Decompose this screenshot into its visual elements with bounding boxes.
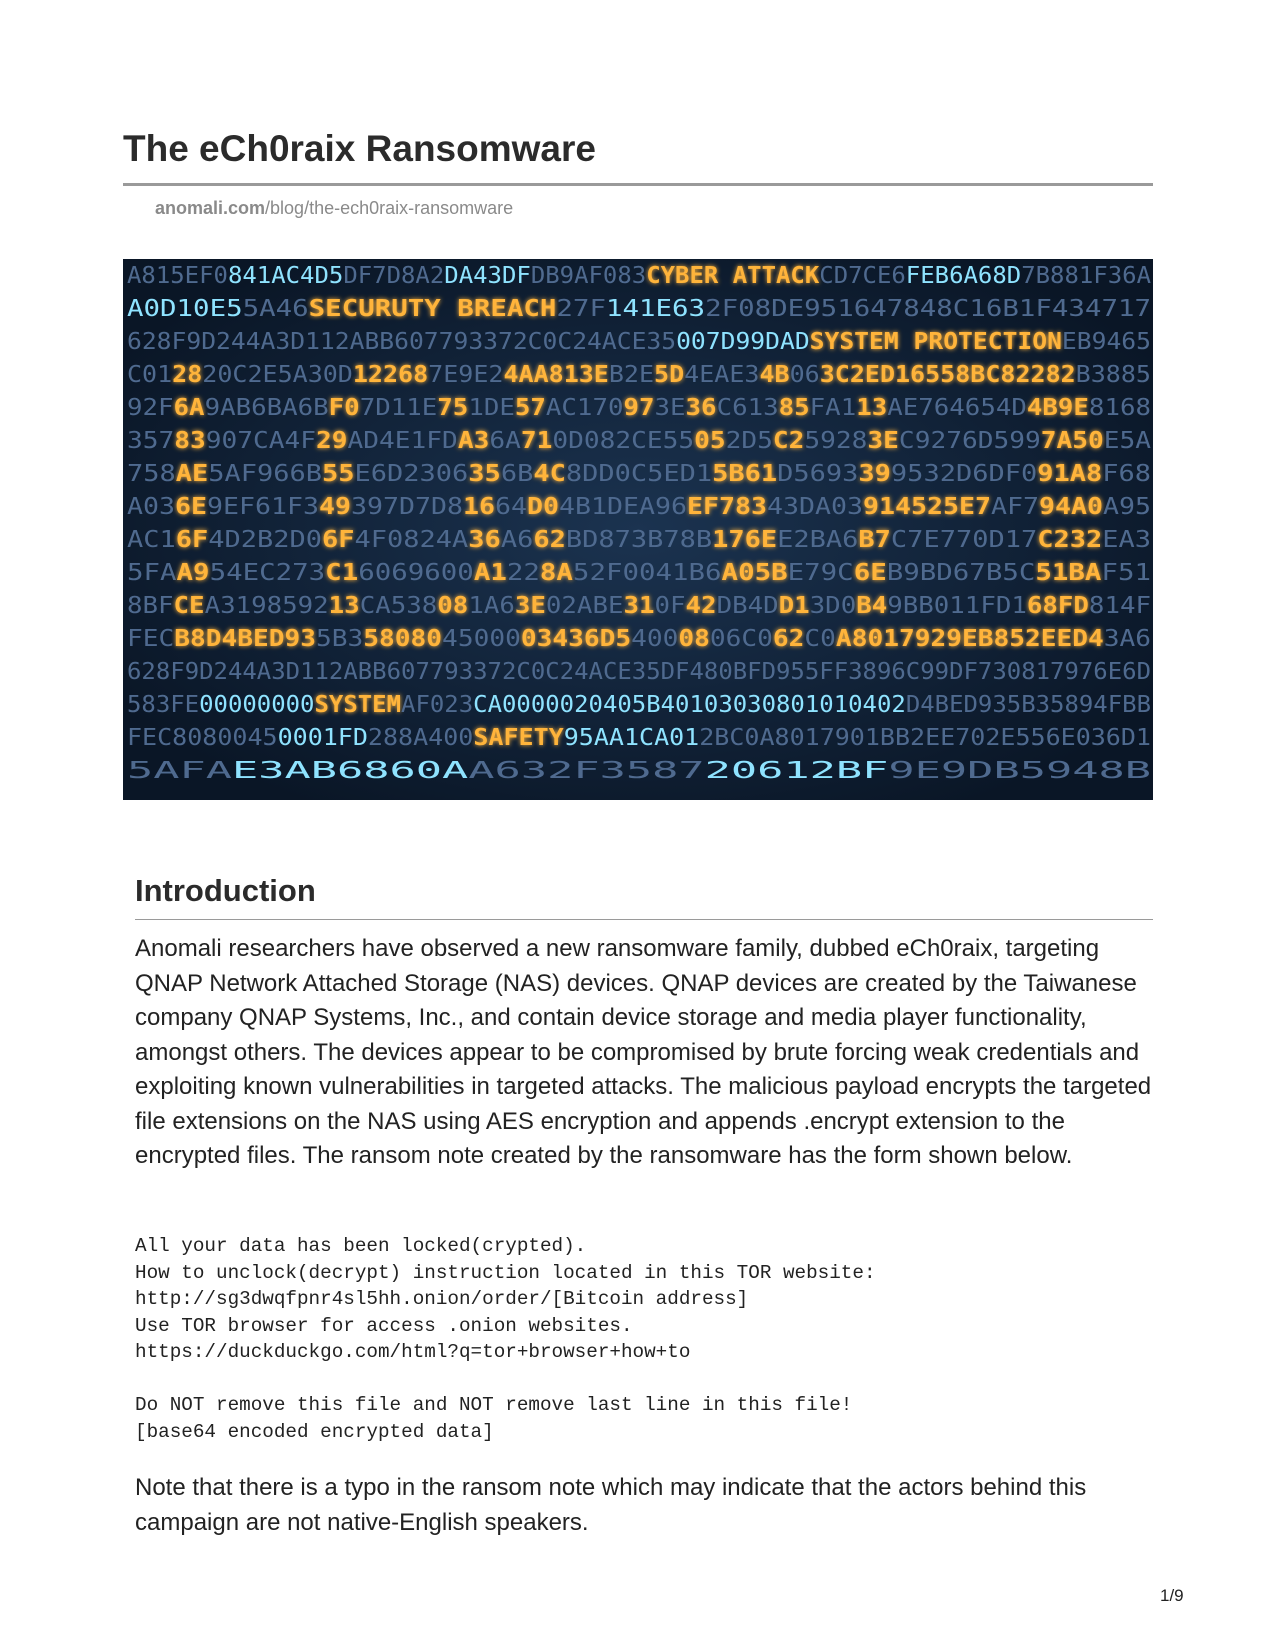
hex-segment-dim: D4BED935B35894FBB <box>905 692 1142 718</box>
hex-segment-orange: D1 <box>778 593 807 619</box>
hex-row <box>127 395 1151 421</box>
hex-segment-dim: 758 <box>127 461 169 487</box>
hex-segment-orange: B852EED4 <box>977 626 1089 652</box>
hex-segment-dim: 814F <box>1088 593 1145 619</box>
hex-segment-orange: 6F <box>322 527 350 553</box>
hex-segment-dim: 52F0041B6 <box>572 560 698 586</box>
hex-segment-orange: 31 <box>623 593 652 619</box>
hex-segment-dim: C0 <box>804 626 833 652</box>
hex-segment-dim: 27F <box>556 296 598 322</box>
hex-segment-dim: 4B1DEA96 <box>559 494 670 520</box>
hex-row <box>127 428 1151 454</box>
hex-segment-orange: 13 <box>856 395 884 421</box>
hex-segment-orange: B8D4BED93 <box>174 626 299 652</box>
hex-segment-orange: 71 <box>520 428 549 454</box>
hex-row <box>127 461 1151 487</box>
hex-segment-dim: 1A6 <box>468 593 510 619</box>
ransom-note-line: https://duckduckgo.com/html?q=tor+browser+how+to <box>135 1341 691 1363</box>
hex-row <box>127 692 1151 718</box>
ransom-note-line <box>135 1366 876 1393</box>
title-divider <box>123 183 1153 186</box>
hex-segment-orange: 05 <box>694 428 722 454</box>
ransom-note-line: http://sg3dwqfpnr4sl5hh.onion/order/[Bitcoin address] <box>135 1288 749 1310</box>
hex-segment-orange: B4 <box>856 593 884 619</box>
hex-segment-dim: CA538 <box>359 593 429 619</box>
hex-segment-cyan: 0001FD <box>277 725 361 751</box>
hex-segment-dim: 0F <box>654 593 683 619</box>
hex-segment-cyan: 007D99DAD <box>676 329 801 355</box>
hex-segment-dim: C7E770D17 <box>890 527 1016 553</box>
hex-segment-dim: 7976E6D <box>1050 659 1147 685</box>
hex-segment-dim: 8DD0C5ED1 <box>565 461 691 487</box>
hex-segment-dim: 9AB6BA6B <box>204 395 316 421</box>
hex-segment-dim: A632F3587 <box>468 758 593 784</box>
hex-segment-orange: SYSTEM <box>314 692 398 718</box>
hex-code-graphic <box>123 259 1153 800</box>
hex-segment-dim: 7D11E <box>359 395 429 421</box>
hex-row <box>127 758 1151 784</box>
hex-segment-dim: 2BC0A8017901BB2EE702 <box>699 725 977 751</box>
hex-row <box>127 494 1151 520</box>
hex-segment-orange: 03436D5 <box>520 626 618 652</box>
hex-segment-orange: A9 <box>176 560 205 586</box>
hex-segment-orange: 49 <box>318 494 347 520</box>
hex-segment-orange: 50 <box>1072 428 1100 454</box>
hex-segment-orange: 35 <box>468 461 497 487</box>
hex-segment-dim: 2D5 <box>725 428 768 454</box>
hex-segment-orange: FD <box>1057 593 1086 619</box>
hex-segment-dim: E79C <box>787 560 844 586</box>
hex-segment-dim: 5AFA <box>127 758 183 784</box>
hex-segment-dim: 8168 <box>1088 395 1145 421</box>
hex-segment-dim: 1DE <box>468 395 510 421</box>
ransom-note-line: [base64 encoded encrypted data] <box>135 1420 494 1443</box>
hex-segment-cyan: FEB6A68D <box>905 263 1017 289</box>
hex-segment-orange: 6A <box>173 395 202 421</box>
hex-row <box>127 263 1151 289</box>
hex-segment-cyan: 141E63 <box>605 296 690 322</box>
hex-segment-dim: 02ABE <box>545 593 616 619</box>
intro-paragraph: Anomali researchers have observed a new ransomware family, dubbed eCh0raix, targeting QNAP Network Attached Storage (NAS) devices. QNAP devices are created by the Taiwanese company QNAP Systems, Inc., and contain device storage and media player functionality, amongst others. The devices appear to be compromised by brute forcing weak credentials and exploiting known vulnerabilities in targeted attacks. The malicious payload encrypts the targeted file extensions on the NAS using AES encryption and appends .encrypt extension to the encrypted files. The ransom note created by the ransomware has the form shown below. <box>135 935 1152 1169</box>
hex-segment-dim: E6D2306 <box>354 461 452 487</box>
hex-segment-dim: B3885 <box>1075 362 1145 388</box>
ransom-note-line: How to unclock(decrypt) instruction located in this TOR website: <box>135 1261 876 1284</box>
hex-segment-orange: 36 <box>685 395 714 421</box>
hex-segment-dim: 9E9DB5948B <box>888 758 1027 784</box>
hex-segment-orange: 4B <box>759 362 788 388</box>
hex-segment-dim: A95 <box>1103 494 1145 520</box>
hex-segment-orange: 97 <box>623 395 652 421</box>
hex-segment-orange: C1 <box>325 560 353 586</box>
hex-segment-dim: 06 <box>789 362 818 388</box>
hex-segment-dim: EB9465 <box>1061 329 1146 355</box>
hex-segment-dim: E2BA6 <box>777 527 847 553</box>
hex-segment-dim: 5928 <box>804 428 860 454</box>
hex-segment-orange: 62 <box>533 527 562 553</box>
hex-segment-orange: A1 <box>473 560 502 586</box>
hex-segment-dim: AF7 <box>990 494 1033 520</box>
hex-segment-dim: AC170 <box>545 395 616 421</box>
hex-segment-dim: DF7D8A2 <box>343 263 441 289</box>
hex-segment-dim: FEC <box>127 626 169 652</box>
hex-segment-orange: 28 <box>172 362 200 388</box>
hex-segment-orange: A8017929E <box>835 626 961 652</box>
hex-row <box>127 593 1151 619</box>
hex-segment-dim: DB4D <box>716 593 772 619</box>
hex-segment-orange: CYBER ATTACK <box>646 263 813 289</box>
hex-segment-orange: 6E <box>853 560 882 586</box>
hex-segment-orange: 42 <box>685 593 714 619</box>
hex-segment-cyan: 00000000 <box>199 692 310 718</box>
page-title: The eCh0raix Ransomware <box>123 128 596 169</box>
hex-segment-cyan: A0D10E5 <box>127 296 224 322</box>
hex-segment-dim: 22 <box>506 560 535 586</box>
hex-segment-orange: A0 <box>721 560 750 586</box>
section-divider <box>135 919 1153 920</box>
hex-segment-dim: 4EAE3 <box>684 362 754 388</box>
hex-segment-dim: 45000 <box>442 626 512 652</box>
hex-segment-cyan: DA43DF <box>444 263 528 289</box>
source-path: /blog/the-ech0raix-ransomware <box>265 198 514 218</box>
hex-segment-orange: F0 <box>328 395 357 421</box>
hex-segment-orange: 08 <box>437 593 466 619</box>
hex-segment-dim: 7E9E2 <box>428 362 498 388</box>
hex-segment-dim: AE764654D <box>887 395 1012 421</box>
hex-segment-orange: 75 <box>437 395 466 421</box>
hex-segment-dim: 3A6 <box>1103 626 1146 652</box>
hex-segment-orange: BA <box>1068 560 1097 586</box>
hex-segment-orange: A3 <box>457 428 486 454</box>
hex-segment-dim: 6A <box>489 428 518 454</box>
hex-segment-dim: 5AF966B <box>208 461 306 487</box>
hex-segment-dim: A3198592 <box>204 593 316 619</box>
source-url[interactable] <box>155 198 513 219</box>
hex-segment-orange: 5B <box>754 560 783 586</box>
ransom-note-code-block <box>135 1233 876 1445</box>
hex-segment-cyan: 0801010402 <box>761 692 901 718</box>
hex-segment-dim: 4F0824A <box>354 527 452 553</box>
hex-segment-orange: 4C <box>533 461 562 487</box>
hex-segment-orange: 3E <box>514 593 543 619</box>
hex-segment-dim: 400 <box>631 626 673 652</box>
hex-segment-orange: 36 <box>468 527 497 553</box>
hex-segment-orange: SYSTEM PROTECTION <box>809 329 1046 355</box>
hex-segment-dim: 5B3 <box>316 626 358 652</box>
hex-segment-dim: 20C2E5A30D <box>202 362 341 388</box>
hex-row <box>127 560 1151 586</box>
hex-segment-orange: 13 <box>328 593 357 619</box>
hex-segment-dim: DB9AF083 <box>530 263 642 289</box>
hex-segment-dim: 3D0 <box>809 593 852 619</box>
hex-segment-orange: 914525E7 <box>863 494 974 520</box>
hex-segment-orange: A8 <box>1069 461 1098 487</box>
hex-segment-orange: D0 <box>527 494 555 520</box>
hex-segment-dim: A815EF0 <box>127 263 224 289</box>
hex-segment-dim: D5693 <box>777 461 847 487</box>
hex-segment-orange: 62 <box>772 626 801 652</box>
hex-segment-dim: 54EC273 <box>209 560 307 586</box>
ransom-note-line: Use TOR browser for access .onion websites. <box>135 1314 633 1337</box>
hex-segment-orange: C2 <box>1037 527 1065 553</box>
hex-segment-dim: AF023 <box>401 692 471 718</box>
hex-row <box>127 725 1151 751</box>
page-number: 1/9 <box>1160 1586 1184 1605</box>
hex-segment-dim: 628F9D244A3D112ABB607793372C0C24ACE35DF480BFD955FF3896C99DF73081 <box>127 659 1014 685</box>
hex-segment-dim: 5FA <box>127 560 169 586</box>
hex-segment-orange: 5B <box>712 461 740 487</box>
hex-segment-orange: 8A <box>539 560 568 586</box>
hex-segment-dim: 5A46 <box>242 296 299 322</box>
hex-segment-cyan: CA0000020405B4010303 <box>473 692 751 718</box>
hex-row <box>127 626 1151 652</box>
hex-segment-orange: 57 <box>514 395 543 421</box>
hex-segment-dim: 9532D6DF0 <box>890 461 1016 487</box>
ransom-note-line: Do NOT remove this file and NOT remove last line in this file! <box>135 1394 853 1416</box>
closing-paragraph: Note that there is a typo in the ransom note which may indicate that the actors behind this campaign are not native-English speakers. <box>135 1474 1087 1536</box>
hex-segment-dim: F68 <box>1102 461 1144 487</box>
hex-segment-dim: E5A <box>1103 428 1146 454</box>
hex-segment-dim: 357 <box>127 428 169 454</box>
hex-segment-dim: 9BB011FD1 <box>887 593 1012 619</box>
hex-segment-orange: 12268 <box>352 362 423 388</box>
hex-segment-orange: 5D <box>654 362 682 388</box>
hex-segment-cyan: 95AA1CA01 <box>563 725 689 751</box>
hex-segment-dim: 4D2B2D0 <box>208 527 306 553</box>
hex-segment-cyan: 20612BF <box>704 758 802 784</box>
hex-segment-dim: 64 <box>495 494 523 520</box>
hex-row <box>127 329 1151 355</box>
hex-segment-dim: B1F434717 <box>1002 296 1127 322</box>
hex-segment-orange: 94 <box>1038 494 1067 520</box>
hex-segment-orange: 3C2ED1655 <box>819 362 945 388</box>
hex-segment-orange: CE <box>173 593 202 619</box>
hex-segment-dim: 92F <box>127 395 169 421</box>
hex-segment-dim: 3E <box>654 395 683 421</box>
hex-segment-orange: 51 <box>1035 560 1064 586</box>
hex-segment-dim: 43DA03 <box>767 494 851 520</box>
hex-row <box>127 296 1151 322</box>
hex-segment-orange: 39 <box>858 461 887 487</box>
hex-segment-orange: SAFETY <box>473 725 557 751</box>
hex-segment-cyan: E3AB6860A <box>232 758 357 784</box>
hex-segment-orange: 6E <box>744 527 773 553</box>
hex-segment-orange: 9E <box>1057 395 1086 421</box>
hex-segment-orange: A0 <box>1070 494 1099 520</box>
hex-segment-orange: 8BC82282 <box>955 362 1067 388</box>
hex-segment-dim: AD4E1FD <box>347 428 445 454</box>
hex-segment-orange: EF783 <box>686 494 757 520</box>
hex-segment-orange: 6F <box>175 527 204 553</box>
hex-segment-orange: 4B <box>1026 395 1055 421</box>
hex-segment-dim: 907CA4F <box>205 428 303 454</box>
hex-segment-cyan: 841AC4D5 <box>227 263 339 289</box>
hex-segment-orange: 7A <box>1040 428 1069 454</box>
source-domain: anomali.com <box>155 198 266 218</box>
hex-segment-dim: 06C0 <box>709 626 766 652</box>
hex-segment-orange: B7 <box>858 527 887 553</box>
hex-segment-orange: 08 <box>678 626 707 652</box>
hex-segment-dim: 628F9D244A3D112ABB607793372C0C24ACE35 <box>127 329 640 355</box>
hex-segment-dim: C01 <box>127 362 169 388</box>
hex-segment-orange: 4AA813E <box>503 362 601 388</box>
hex-segment-dim: E556E036D1 <box>1000 725 1139 751</box>
hex-segment-dim: EA3 <box>1102 527 1144 553</box>
hex-segment-dim: 288A400 <box>367 725 465 751</box>
hex-segment-dim: A6 <box>500 527 529 553</box>
hex-segment-orange: 17 <box>712 527 740 553</box>
hex-segment-dim: 7B881F36A <box>1021 263 1146 289</box>
hex-segment-dim: 0D082CE55 <box>552 428 677 454</box>
hex-segment-orange: 32 <box>1069 527 1098 553</box>
hex-segment-orange: SECURUTY BREACH <box>308 296 517 322</box>
hex-segment-dim: 9EF61F3 <box>207 494 304 520</box>
hex-segment-dim: F51 <box>1101 560 1143 586</box>
hex-segment-dim: A03 <box>127 494 169 520</box>
hex-segment-dim: 8BF <box>127 593 169 619</box>
hex-segment-dim: BD873B78B <box>565 527 691 553</box>
hex-segment-orange: 16 <box>462 494 491 520</box>
hex-segment-orange: AE <box>175 461 204 487</box>
hex-row <box>127 527 1151 553</box>
hex-segment-dim: FA1 <box>809 395 852 421</box>
hex-segment-dim: 6B <box>500 461 529 487</box>
hex-segment-orange: 55 <box>322 461 350 487</box>
hex-segment-orange: 83 <box>174 428 202 454</box>
hex-segment-dim: C613 <box>716 395 772 421</box>
hex-segment-dim: 6069600 <box>358 560 456 586</box>
hex-segment-dim: FEC8080045 <box>127 725 266 751</box>
ransom-note-line: All your data has been locked(crypted). <box>135 1235 587 1257</box>
hex-segment-orange: 29 <box>316 428 344 454</box>
hex-segment-orange: 68 <box>1026 593 1055 619</box>
hero-image <box>123 259 1153 800</box>
hex-segment-orange: 85 <box>778 395 807 421</box>
hex-segment-dim: AC1 <box>127 527 169 553</box>
hex-segment-orange: 6E <box>174 494 203 520</box>
hex-segment-orange: 58080 <box>363 626 433 652</box>
section-heading-introduction: Introduction <box>135 873 316 908</box>
hex-segment-dim: 583FE <box>127 692 197 718</box>
hex-segment-orange: 61 <box>744 461 773 487</box>
hex-segment-dim: 2F08DE951647848C16 <box>705 296 955 322</box>
hex-segment-dim: C9276D599 <box>898 428 1024 454</box>
hex-segment-dim: 397D7D8 <box>351 494 448 520</box>
hex-segment-orange: C2 <box>772 428 801 454</box>
hex-segment-orange: 91 <box>1037 461 1065 487</box>
hex-row <box>127 659 1151 685</box>
hex-row <box>127 362 1151 388</box>
hex-segment-dim: B9BD67B5C <box>886 560 1012 586</box>
hex-segment-dim: CD7CE6 <box>819 263 903 289</box>
hex-segment-dim: B2E <box>608 362 651 388</box>
hex-segment-orange: 3E <box>867 428 896 454</box>
